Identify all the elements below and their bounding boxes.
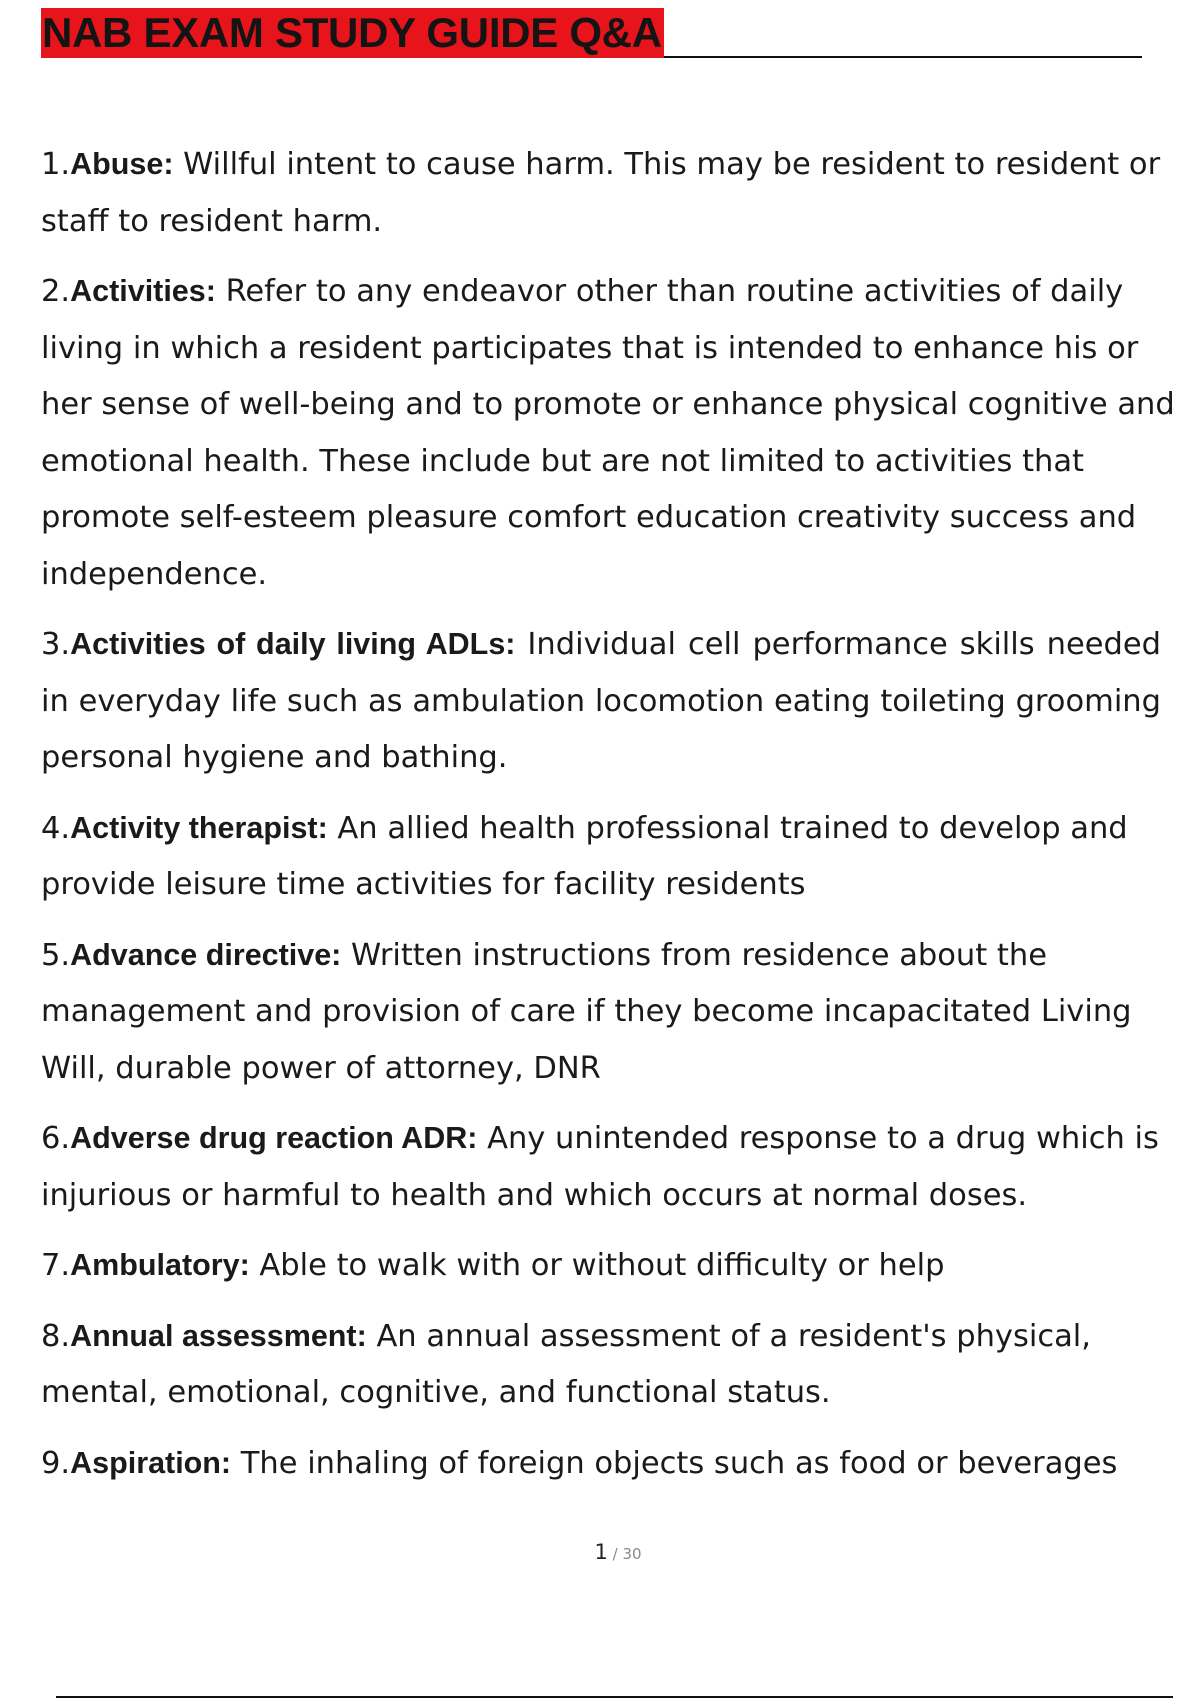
list-item (41, 136, 1191, 250)
entry-definition: An allied health professional trained to develop and provide leisure time activities for facility residents (41, 810, 1128, 902)
list-item (41, 263, 1191, 603)
entry-definition: Individual cell performance skills needed in everyday life such as ambulation locomotion eating toileting grooming personal hygiene and bathing. (41, 627, 1161, 775)
list-item (41, 1308, 1191, 1422)
entry-number: 4. (41, 810, 71, 846)
entry-definition: Written instructions from residence about the management and provision of care if they become incapacitated Living Will, durable power of attorney, DNR (41, 937, 1132, 1086)
list-item (41, 927, 1191, 1098)
entry-number: 9. (41, 1445, 71, 1481)
entry-term: Activity therapist: (70, 810, 328, 845)
list-item (41, 616, 1161, 787)
entry-term: Adverse drug reaction ADR: (70, 1121, 478, 1155)
entry-definition: Any unintended response to a drug which is injurious or harmful to health and which occurs at normal doses. (41, 1121, 1159, 1213)
entry-term: Annual assessment: (70, 1318, 367, 1353)
glossary-list (41, 136, 1191, 1505)
list-item (41, 1237, 1191, 1295)
entry-term: Advance directive: (70, 937, 342, 972)
page-total: 30 (622, 1545, 642, 1563)
entry-number: 1. (41, 147, 71, 182)
entry-definition: Willful intent to cause harm. This may be resident to resident or staff to resident harm. (41, 147, 1161, 239)
page-current: 1 (594, 1540, 608, 1564)
bottom-divider (56, 1696, 1173, 1698)
page-title: NAB EXAM STUDY GUIDE Q&A (42, 9, 662, 56)
page-separator: / (607, 1545, 623, 1563)
entry-definition: Able to walk with or without difficulty or help (249, 1248, 945, 1283)
title-bar (41, 8, 1142, 58)
entry-term: Activities of daily living ADLs: (70, 627, 516, 661)
entry-number: 6. (41, 1121, 71, 1156)
entry-definition: An annual assessment of a resident's physical, mental, emotional, cognitive, and functional status. (41, 1318, 1091, 1410)
entry-definition: The inhaling of foreign objects such as food or beverages (231, 1445, 1118, 1481)
entry-number: 8. (41, 1318, 71, 1354)
list-item (41, 800, 1191, 914)
entry-number: 2. (41, 274, 71, 309)
entry-number: 7. (41, 1248, 71, 1283)
entry-number: 3. (41, 627, 71, 662)
list-item (41, 1110, 1191, 1224)
entry-term: Activities: (70, 274, 216, 308)
entry-definition: Refer to any endeavor other than routine activities of daily living in which a resident participates that is intended to enhance his or her sense of well-being and to promote or enhance physical cognitive and emotional health. These include but are not limited to activities that promote self-esteem pleasure comfort education creativity success and independence. (41, 274, 1175, 592)
entry-term: Abuse: (70, 147, 174, 181)
entry-term: Aspiration: (70, 1445, 232, 1480)
list-item (41, 1435, 1191, 1493)
page-number (0, 1540, 1200, 1564)
entry-number: 5. (41, 937, 71, 973)
entry-term: Ambulatory: (70, 1248, 250, 1282)
